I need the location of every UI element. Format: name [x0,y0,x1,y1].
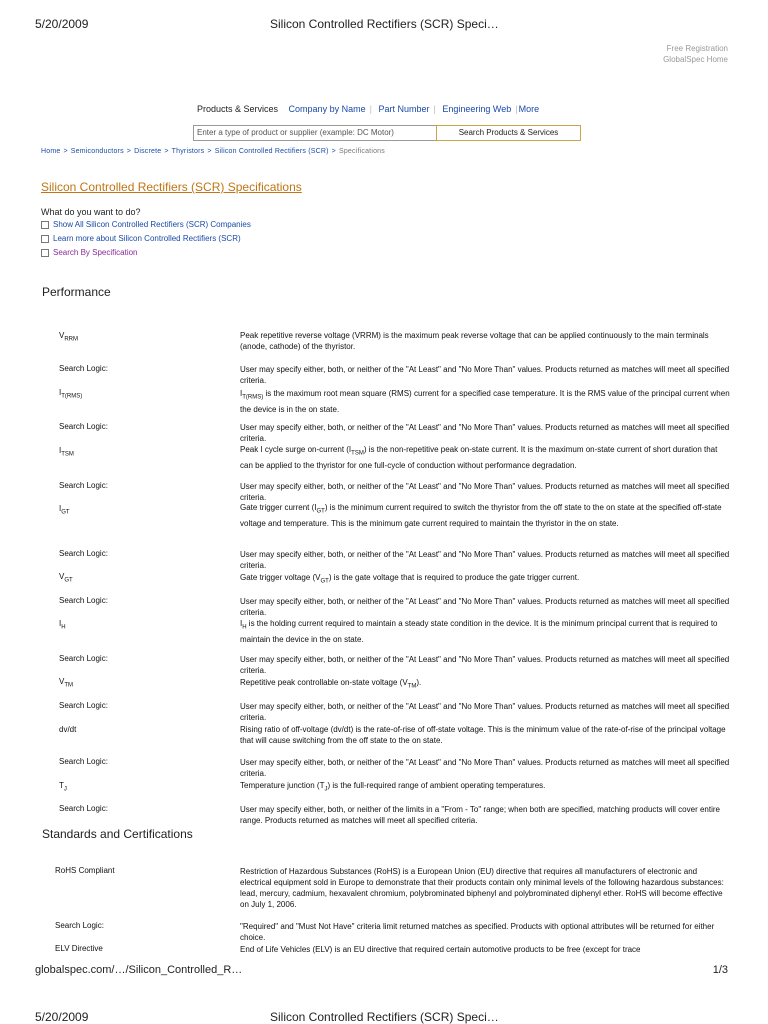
action-show-companies[interactable]: Show All Silicon Controlled Rectifiers (SCR) Companies [41,218,251,232]
breadcrumb-semiconductors[interactable]: Semiconductors [70,148,124,155]
print-title: Silicon Controlled Rectifiers (SCR) Speci… [270,17,499,31]
spec-term-elv: ELV Directive [55,944,103,953]
section-performance: Performance [42,285,111,299]
nav-separator: | [369,104,372,114]
spec-term-dvdt: dv/dt [59,725,77,734]
spec-desc-dvdt: Rising ratio of off-voltage (dv/dt) is the rate-of-rise of off-state voltage. This is the minimum value of the rate-of-rise of the principal voltage that will cause switching from the off state to the on state. [240,725,726,745]
spec-desc-vtm: Repetitive peak controllable on-state voltage $(V_{TM})$. [240,678,422,690]
section-standards: Standards and Certifications [42,827,193,841]
breadcrumb-current: Specifications [338,148,385,155]
search-logic-label: Search Logic: [59,596,108,605]
spec-desc-rohs: Restriction of Hazardous Substances (RoHS) is a European Union (EU) directive that requires all manufacturers of electronic and electrical equipment sold in Europe to demonstrate that their products contain only minimal levels of the following hazardous substances: lead, mercury, cadmium, hexavalent chromium, polybrominated biphenyl and polybrominated diphenyl ether. RoHS will become effective on July 1, 2006. [240,867,724,909]
search-logic-label: Search Logic: [55,921,104,930]
search-logic-label: Search Logic: [59,422,108,431]
search-logic-text: User may specify either, both, or neither of the "At Least" and "No More Than" values. Products returned as matches will meet all specified criteria. [240,702,730,722]
globalspec-home-link[interactable]: GlobalSpec Home [663,55,728,64]
bullet-box-icon [41,221,49,229]
search-logic-label: Search Logic: [59,701,108,710]
breadcrumb-scr[interactable]: Silicon Controlled Rectifiers (SCR) [214,148,329,155]
spec-term-igt: $I_{GT}$ [59,504,70,516]
nav-more[interactable]: More [518,104,540,114]
print-date: 5/20/2009 [35,17,89,31]
spec-desc-igt: Gate trigger current $(I_{GT})$ is the minimum current required to switch the thyristor from the off state to the on state at the specified off-state voltage and temperature. This is the minimum gate current required to maintain the thyristor in the on state. [240,503,722,528]
action-search-by-spec[interactable]: Search By Specification [41,246,251,260]
search-logic-label: Search Logic: [59,654,108,663]
footer-page-number: 1/3 [712,964,728,976]
page-title[interactable]: Silicon Controlled Rectifiers (SCR) Specifications [41,180,302,194]
spec-desc-vrrm: Peak repetitive reverse voltage (VRRM) is the maximum peak reverse voltage that can be applied continuously to the main terminals (anode, cathode) of the thyristor. [240,331,709,351]
search-logic-label: Search Logic: [59,481,108,490]
spec-desc-elv: End of Life Vehicles (ELV) is an EU directive that required certain automotive products to be free (except for trace [240,945,641,954]
top-links [663,43,728,65]
nav-separator: | [433,104,436,114]
breadcrumb-home[interactable]: Home [41,148,61,155]
search-logic-range-text: User may specify either, both, or neither of the limits in a "From - To" range; when both are specified, matching products will cover entire range. Products returned as matches will meet all specified criteria. [240,805,720,825]
breadcrumb-thyristors[interactable]: Thyristors [171,148,205,155]
action-list [41,218,251,260]
search-logic-text: User may specify either, both, or neither of the "At Least" and "No More Than" values. Products returned as matches will meet all specified criteria. [240,550,730,570]
spec-term-ih: $I_H$ [59,619,66,631]
spec-desc-vgt: Gate trigger voltage $(V_{GT})$ is the gate voltage that is required to produce the gate trigger current. [240,573,580,585]
bullet-box-icon [41,235,49,243]
spec-term-tj: $T_J$ [59,781,67,793]
next-page-date: 5/20/2009 [35,1010,89,1024]
footer-url: globalspec.com/…/Silicon_Controlled_R… [35,964,243,976]
search-logic-label: Search Logic: [59,364,108,373]
spec-desc-tj: Temperature junction $(T_J)$ is the full-required range of ambient operating temperatures. [240,781,546,793]
nav-part-number[interactable]: Part Number [378,104,430,114]
free-registration-link[interactable]: Free Registration [666,44,728,53]
nav-separator: | [515,104,518,114]
spec-term-itrms: $I_{T(RMS)}$ [59,388,83,400]
search-logic-text: User may specify either, both, or neither of the "At Least" and "No More Than" values. Products returned as matches will meet all specified criteria. [240,423,730,443]
search-logic-label: Search Logic: [59,549,108,558]
search-logic-text: User may specify either, both, or neither of the "At Least" and "No More Than" values. Products returned as matches will meet all specified criteria. [240,365,730,385]
nav-products-services[interactable]: Products & Services [197,104,279,114]
spec-term-vtm: $V_{TM}$ [59,677,74,689]
spec-desc-itsm: Peak I cycle surge on-current $(I_{TSM})$ is the non-repetitive peak on-state current. It is the maximum on-state current of short duration that can be applied to the thyristor for one full-cycle of conduction without performance degradation. [240,445,718,470]
bullet-box-icon [41,249,49,257]
search-input[interactable]: Enter a type of product or supplier (example: DC Motor) [193,125,437,141]
search-logic-text: User may specify either, both, or neither of the "At Least" and "No More Than" values. Products returned as matches will meet all specified criteria. [240,597,730,617]
search-logic-text: User may specify either, both, or neither of the "At Least" and "No More Than" values. Products returned as matches will meet all specified criteria. [240,655,730,675]
search-logic-text: User may specify either, both, or neither of the "At Least" and "No More Than" values. Products returned as matches will meet all specified criteria. [240,482,730,502]
question-label: What do you want to do? [41,207,141,217]
search-logic-label: Search Logic: [59,757,108,766]
nav-engineering-web[interactable]: Engineering Web [442,104,512,114]
spec-term-vgt: $V_{GT}$ [59,572,73,584]
search-logic-label: Search Logic: [59,804,108,813]
breadcrumb-discrete[interactable]: Discrete [134,148,162,155]
spec-term-vrrm: $V_{RRM}$ [59,331,79,343]
search-logic-required-text: "Required" and "Must Not Have" criteria limit returned matches as specified. Products with optional attributes will be returned for either choice. [240,922,715,942]
search-logic-text: User may specify either, both, or neither of the "At Least" and "No More Than" values. Products returned as matches will meet all specified criteria. [240,758,730,778]
spec-desc-ih: $I_H$ is the holding current required to maintain a steady state condition in the device. It is the minimum principal current that is required to maintain the device in the on state. [240,619,718,644]
action-learn-more[interactable]: Learn more about Silicon Controlled Rectifiers (SCR) [41,232,251,246]
spec-term-rohs: RoHS Compliant [55,866,115,875]
nav-company-by-name[interactable]: Company by Name [288,104,366,114]
main-nav [197,104,543,114]
spec-desc-itrms: $I_{T(RMS)}$ is the maximum root mean square (RMS) current for a specified case temperature. It is the RMS value of the principal current when the device is in the on state. [240,389,730,414]
next-page-title: Silicon Controlled Rectifiers (SCR) Speci… [270,1010,499,1024]
breadcrumb: Home > Semiconductors > Discrete > Thyristors > Silicon Controlled Rectifiers (SCR) > Specifications [41,148,385,155]
search-button[interactable]: Search Products & Services [436,125,581,141]
spec-term-itsm: $I_{TSM}$ [59,446,74,458]
